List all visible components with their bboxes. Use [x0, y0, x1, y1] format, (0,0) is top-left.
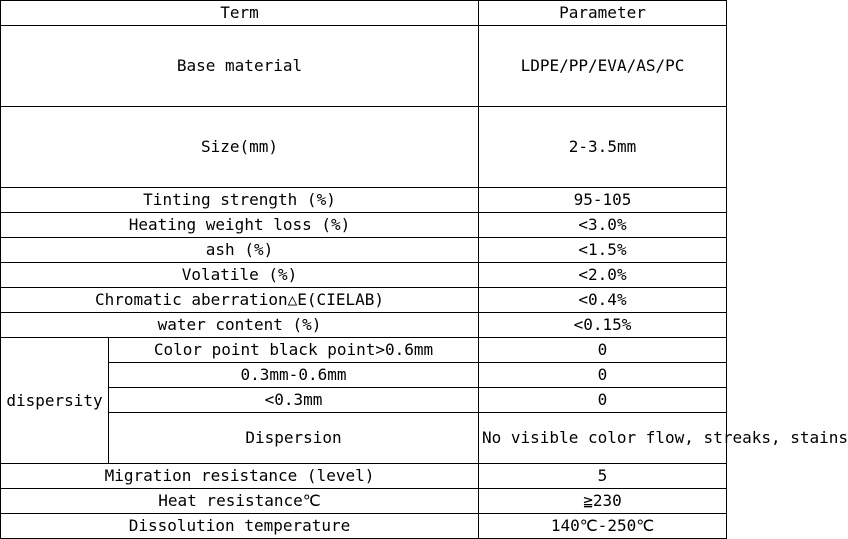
table-row	[1, 26, 727, 107]
term-cell: water content (%)	[1, 313, 479, 338]
table-row	[1, 238, 727, 263]
table-row	[1, 338, 727, 363]
parameter-cell: <3.0%	[479, 213, 727, 238]
table-row	[1, 388, 727, 413]
parameter-cell: <1.5%	[479, 238, 727, 263]
term-cell: Chromatic aberration△E(CIELAB)	[1, 288, 479, 313]
table-row	[1, 313, 727, 338]
parameter-cell: 5	[479, 464, 727, 489]
term-cell: Dispersion	[109, 413, 479, 464]
parameter-cell: 0	[479, 388, 727, 413]
term-cell: Volatile (%)	[1, 263, 479, 288]
table-row	[1, 213, 727, 238]
parameter-cell: 0	[479, 363, 727, 388]
table-row	[1, 363, 727, 388]
header-parameter: Parameter	[479, 1, 727, 26]
table-row	[1, 489, 727, 514]
parameter-cell: 95-105	[479, 188, 727, 213]
parameter-cell: <0.4%	[479, 288, 727, 313]
term-cell: Dissolution temperature	[1, 514, 479, 539]
term-cell: Color point black point>0.6mm	[109, 338, 479, 363]
parameter-cell: 2-3.5mm	[479, 107, 727, 188]
parameter-cell: ≧230	[479, 489, 727, 514]
table-row	[1, 263, 727, 288]
table-row	[1, 288, 727, 313]
parameter-cell: <2.0%	[479, 263, 727, 288]
parameter-cell: No visible color flow, streaks, stains	[479, 413, 727, 464]
table-row	[1, 514, 727, 539]
header-term: Term	[1, 1, 479, 26]
term-cell: ash (%)	[1, 238, 479, 263]
parameter-cell: <0.15%	[479, 313, 727, 338]
table-row	[1, 464, 727, 489]
dispersity-label: dispersity	[1, 338, 109, 464]
term-cell: Heating weight loss (%)	[1, 213, 479, 238]
table-row	[1, 107, 727, 188]
parameter-cell: 140℃-250℃	[479, 514, 727, 539]
term-cell: Size(mm)	[1, 107, 479, 188]
term-cell: Base material	[1, 26, 479, 107]
term-cell: 0.3mm-0.6mm	[109, 363, 479, 388]
header-row	[1, 1, 727, 26]
term-cell: Heat resistance℃	[1, 489, 479, 514]
table-row	[1, 413, 727, 464]
term-cell: <0.3mm	[109, 388, 479, 413]
term-cell: Migration resistance (level)	[1, 464, 479, 489]
term-cell: Tinting strength (%)	[1, 188, 479, 213]
parameter-cell: 0	[479, 338, 727, 363]
table-row	[1, 188, 727, 213]
parameter-cell: LDPE/PP/EVA/AS/PC	[479, 26, 727, 107]
